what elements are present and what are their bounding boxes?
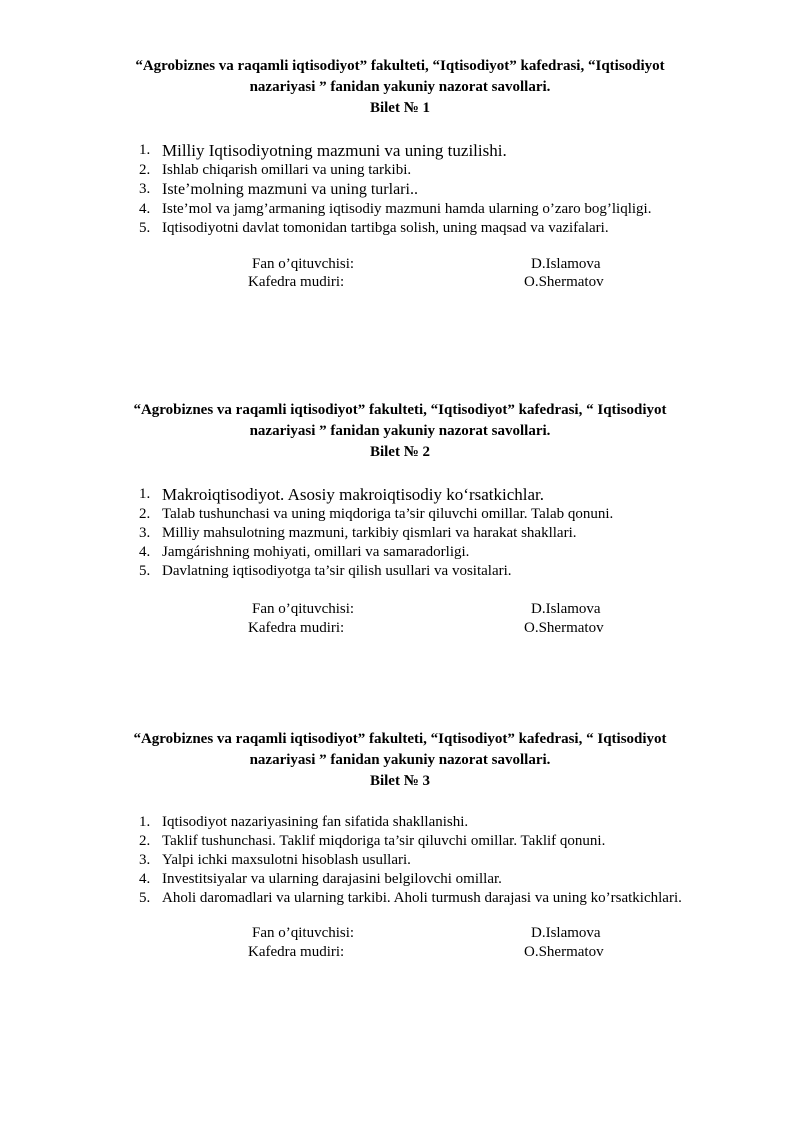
head-of-department-label: Kafedra mudiri: [248,274,345,290]
question-item [136,200,756,219]
head-of-department-label: Kafedra mudiri: [248,944,345,960]
ticket-number: Bilet № 2 [369,444,431,460]
teacher-name: D.Islamova [531,256,601,272]
ticket-heading [0,729,800,792]
question-text: Taklif tushunchasi. Taklif miqdoriga ta’sir qiluvchi omillar. Taklif qonuni. [162,833,606,849]
ticket-heading [0,400,800,463]
question-number: 1. [139,486,151,502]
heading-line-1: “Agrobiznes va raqamli iqtisodiyot” fakulteti, “Iqtisodiyot” kafedrasi, “ Iqtisodiyot [133,731,667,747]
question-text: Milliy mahsulotning mazmuni, tarkibiy qismlari va harakat shakllari. [162,525,577,541]
heading-line-2: nazariyasi ” fanidan yakuniy nazorat savollari. [249,423,551,439]
question-item [136,484,756,505]
teacher-label: Fan o’qituvchisi: [252,256,355,272]
question-text: Jamgárishning mohiyati, omillari va samaradorligi. [162,544,470,560]
question-list [136,813,756,908]
question-number: 2. [139,506,151,522]
question-list [136,140,756,238]
head-of-department-name: O.Shermatov [524,944,604,960]
question-text: Iste’molning mazmuni va uning turlari.. [162,181,418,198]
question-item [136,832,756,851]
question-item [136,524,756,543]
question-number: 5. [139,563,151,579]
question-text: Iqtisodiyotni davlat tomonidan tartibga solish, uning maqsad va vazifalari. [162,220,609,236]
question-item [136,813,756,832]
heading-line-2: nazariyasi ” fanidan yakuniy nazorat savollari. [249,79,551,95]
head-of-department-name: O.Shermatov [524,620,604,636]
question-text: Iqtisodiyot nazariyasining fan sifatida shakllanishi. [162,814,469,830]
question-number: 3. [139,181,151,197]
question-item [136,562,756,581]
question-text: Aholi daromadlari va ularning tarkibi. Aholi turmush darajasi va uning ko’rsatkichlari. [162,890,682,906]
question-number: 5. [139,890,151,906]
question-text: Davlatning iqtisodiyotga ta’sir qilish usullari va vositalari. [162,563,512,579]
ticket-1 [0,56,800,290]
teacher-name: D.Islamova [531,601,601,617]
question-item [136,505,756,524]
ticket-2 [0,400,800,636]
question-number: 5. [139,220,151,236]
question-number: 2. [139,162,151,178]
question-number: 1. [139,814,151,830]
question-number: 2. [139,833,151,849]
ticket-heading [0,56,800,119]
heading-line-1: “Agrobiznes va raqamli iqtisodiyot” fakulteti, “Iqtisodiyot” kafedrasi, “Iqtisodiyot [135,58,665,74]
teacher-label: Fan o’qituvchisi: [252,925,355,941]
question-item [136,180,756,200]
heading-line-2: nazariyasi ” fanidan yakuniy nazorat savollari. [249,752,551,768]
question-text: Ishlab chiqarish omillari va uning tarkibi. [162,162,412,178]
question-number: 4. [139,544,151,560]
ticket-3 [0,729,800,960]
question-text: Investitsiyalar va ularning darajasini belgilovchi omillar. [162,871,502,887]
heading-line-1: “Agrobiznes va raqamli iqtisodiyot” fakulteti, “Iqtisodiyot” kafedrasi, “ Iqtisodiyot [133,402,667,418]
question-item [136,140,756,161]
ticket-number: Bilet № 1 [369,100,431,116]
question-item [136,219,756,238]
question-list [136,484,756,581]
question-text: Milliy Iqtisodiyotning mazmuni va uning tuzilishi. [162,141,507,160]
question-text: Makroiqtisodiyot. Asosiy makroiqtisodiy ko‘rsatkichlar. [162,485,545,504]
ticket-number: Bilet № 3 [369,773,431,789]
question-text: Yalpi ichki maxsulotni hisoblash usullari. [162,852,411,868]
teacher-label: Fan o’qituvchisi: [252,601,355,617]
question-item [136,543,756,562]
question-item [136,870,756,889]
question-text: Iste’mol va jamg’armaning iqtisodiy mazmuni hamda ularning o’zaro bog’liqligi. [162,201,652,217]
question-number: 3. [139,525,151,541]
question-item [136,851,756,870]
question-item [136,161,756,180]
question-number: 3. [139,852,151,868]
head-of-department-name: O.Shermatov [524,274,604,290]
question-number: 1. [139,142,151,158]
question-number: 4. [139,201,151,217]
head-of-department-label: Kafedra mudiri: [248,620,345,636]
question-number: 4. [139,871,151,887]
teacher-name: D.Islamova [531,925,601,941]
question-text: Talab tushunchasi va uning miqdoriga ta’sir qiluvchi omillar. Talab qonuni. [162,506,614,522]
question-item [136,889,756,908]
